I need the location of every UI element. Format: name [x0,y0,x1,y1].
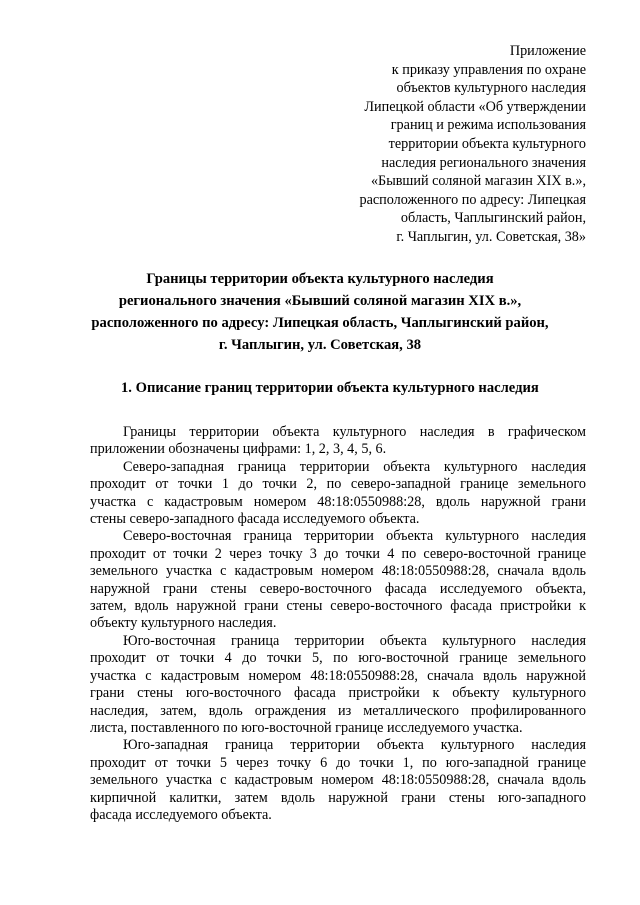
document-body [90,424,586,824]
appendix-line: объектов культурного наследия [396,80,586,97]
paragraph-line: земельного участка с кадастровым номером 48:18:0550988:28, сначала вдоль [90,563,586,580]
paragraph [90,459,586,529]
appendix-line: расположенного по адресу: Липецкая [359,191,586,208]
document-title [90,268,550,356]
paragraph-line: Границы территории объекта культурного наследия в графическом [123,424,586,440]
paragraph-line: листа, поставленного по юго-восточной границе исследуемого участка. [90,719,523,736]
appendix-line: территории объекта культурного [388,135,586,152]
title-line: расположенного по адресу: Липецкая область, Чаплыгинский район, [91,315,549,331]
paragraph-line: Юго-восточная граница территории объекта культурного наследия [123,632,586,649]
section-heading: 1. Описание границ территории объекта культурного наследия [121,380,539,396]
paragraph-line: стены северо-западного фасада исследуемого объекта. [90,511,420,528]
paragraph-line: проходит от точки 5 через точку 6 до точки 1, по юго-западной границе [90,754,586,771]
paragraph-line: участка с кадастровым номером 48:18:0550988:28, сначала вдоль наружной [90,667,586,684]
paragraph-line: Юго-западная граница территории объекта культурного наследия [123,737,586,754]
paragraph-line: наследия, затем, вдоль ограждения из металлического профилированного [90,702,586,719]
paragraph [90,737,586,824]
appendix-line: «Бывший соляной магазин XIX в.», [370,173,586,190]
appendix-line: область, Чаплыгинский район, [400,210,586,227]
paragraph-line: кирпичной калитки, затем вдоль наружной грани стены юго-западного [90,789,586,806]
appendix-line: к приказу управления по охране [391,61,586,78]
appendix-line: Приложение [509,43,586,59]
paragraph [90,424,586,459]
appendix-note [316,42,586,247]
paragraph-line: приложении обозначены цифрами: 1, 2, 3, 4, 5, 6. [90,441,387,458]
paragraph-line: проходит от точки 1 до точки 2, по северо-западной границе земельного [90,476,586,493]
title-line: регионального значения «Бывший соляной магазин XIX в.», [118,293,522,309]
appendix-line: наследия регионального значения [381,154,586,171]
title-line: Границы территории объекта культурного наследия [146,271,494,287]
paragraph-line: грани стены юго-восточного фасада пристройки к объекту культурного [90,685,586,702]
title-line: г. Чаплыгин, ул. Советская, 38 [218,337,422,353]
paragraph [90,528,586,632]
appendix-line: Липецкой области «Об утверждении [364,98,586,115]
paragraph-line: Северо-восточная граница территории объекта культурного наследия [123,528,586,545]
paragraph-line: наружной грани стены северо-восточного фасада исследуемого объекта, [90,580,586,597]
paragraph-line: земельного участка с кадастровым номером 48:18:0550988:28, сначала вдоль [90,772,586,789]
paragraph-line: проходит от точки 4 до точки 5, по юго-восточной границе земельного [90,650,586,667]
paragraph-line: Северо-западная граница территории объекта культурного наследия [123,458,586,475]
paragraph [90,633,586,737]
paragraph-line: затем, вдоль наружной грани стены северо-восточного фасада пристройки к [90,598,586,615]
paragraph-line: объекту культурного наследия. [90,615,277,632]
appendix-line: границ и режима использования [390,117,586,134]
appendix-line: г. Чаплыгин, ул. Советская, 38» [396,228,586,245]
paragraph-line: проходит от точки 2 через точку 3 до точки 4 по северо-восточной границе [90,545,586,562]
paragraph-line: фасада исследуемого объекта. [90,806,272,823]
paragraph-line: участка с кадастровым номером 48:18:0550988:28, вдоль наружной грани [90,493,586,510]
